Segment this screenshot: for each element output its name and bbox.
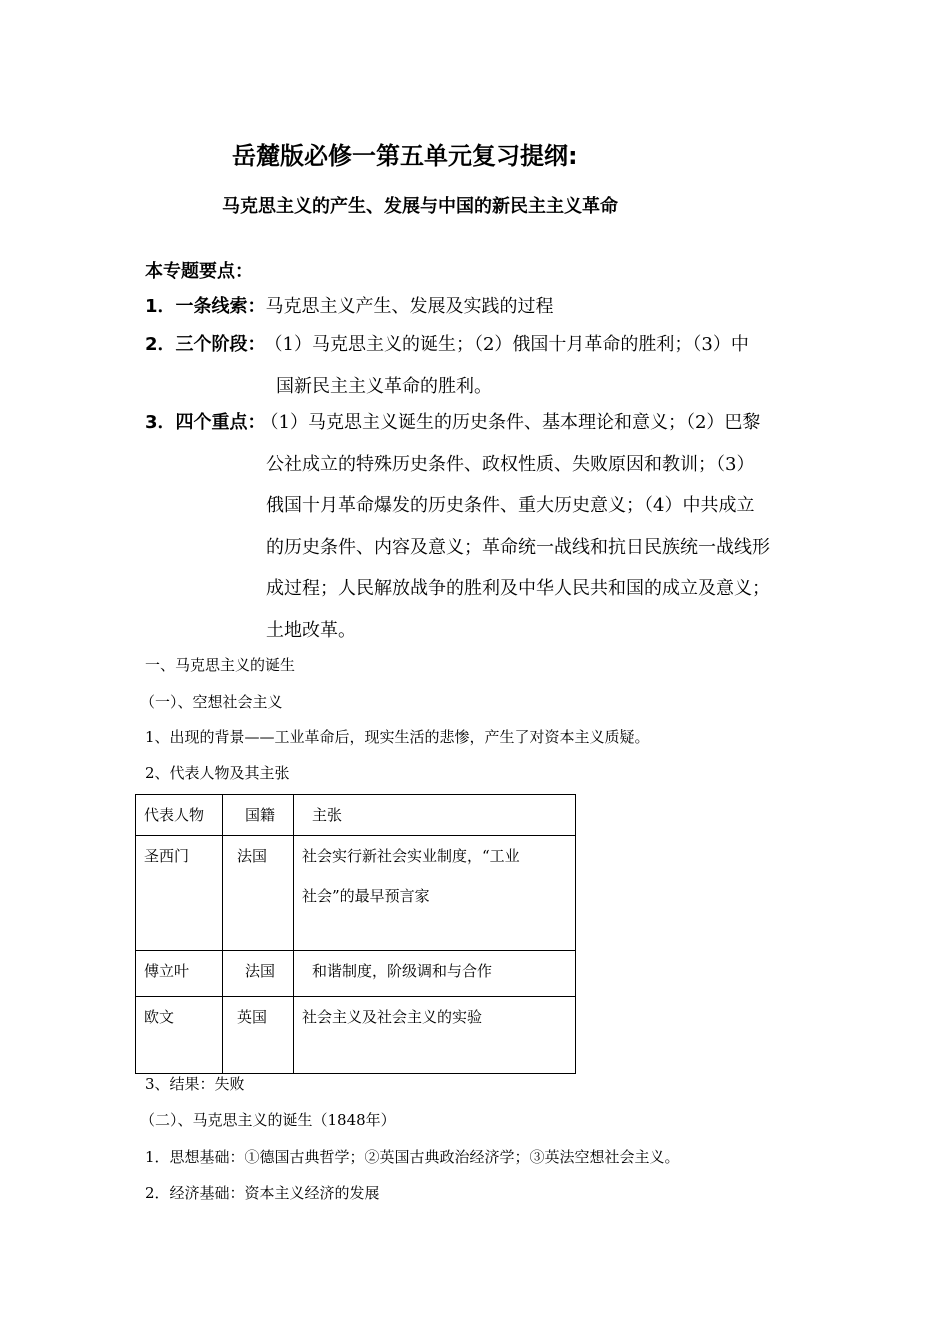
key-point-1 [145, 292, 554, 318]
key-point-label: 1．一条线索： [145, 296, 266, 317]
table-cell: 社会主义及社会主义的实验 [294, 997, 576, 1074]
table-cell-line: 社会实行新社会实业制度，“工业 [302, 847, 520, 865]
table-cell: 和谐制度，阶级调和与合作 [294, 951, 576, 997]
paragraph: 1．思想基础：①德国古典哲学；②英国古典政治经济学；③英法空想社会主义。 [145, 1148, 680, 1166]
key-point-text: （1）马克思主义诞生的历史条件、基本理论和意义；（2）巴黎 [269, 412, 761, 433]
table-cell: 圣西门 [136, 836, 223, 951]
key-point-2-continuation: 国新民主主义革命的胜利。 [276, 376, 492, 397]
table-cell: 欧文 [136, 997, 223, 1074]
subsection-heading: （一）、空想社会主义 [140, 693, 283, 711]
document-subtitle: 马克思主义的产生、发展与中国的新民主主义革命 [222, 196, 618, 217]
table-cell-line: 社会”的最早预言家 [302, 887, 430, 905]
key-point-label: 2．三个阶段： [145, 334, 266, 355]
table-header: 主张 [294, 795, 576, 836]
key-point-3-line-6: 土地改革。 [266, 620, 356, 641]
table-header-row [136, 795, 576, 836]
key-point-3-line-5: 成过程；人民解放战争的胜利及中华人民共和国的成立及意义； [266, 578, 770, 599]
table-header: 国籍 [223, 795, 294, 836]
table-row [136, 997, 576, 1074]
table-cell: 英国 [223, 997, 294, 1074]
key-point-3 [145, 408, 760, 434]
subsection-heading: （二）、马克思主义的诞生（1848年） [140, 1111, 396, 1129]
document-title: 岳麓版必修一第五单元复习提纲: [232, 142, 578, 170]
representatives-table [135, 794, 576, 1074]
table-row [136, 836, 576, 951]
key-point-text: 马克思主义产生、发展及实践的过程 [265, 296, 554, 317]
paragraph: 3、结果：失败 [145, 1075, 245, 1093]
paragraph: 1、出现的背景——工业革命后，现实生活的悲惨，产生了对资本主义质疑。 [145, 728, 650, 746]
key-point-3-line-4: 的历史条件、内容及意义；革命统一战线和抗日民族统一战线形 [266, 537, 770, 558]
key-point-3-line-2: 公社成立的特殊历史条件、政权性质、失败原因和教训；（3） [266, 454, 755, 475]
key-points-heading: 本专题要点： [145, 261, 253, 282]
key-point-2 [145, 330, 749, 356]
section-heading: 一、马克思主义的诞生 [145, 656, 296, 674]
table-cell: 傅立叶 [136, 951, 223, 997]
key-point-text: （1）马克思主义的诞生；（2）俄国十月革命的胜利；（3）中 [273, 334, 749, 355]
table-cell: 法国 [223, 836, 294, 951]
key-point-3-line-3: 俄国十月革命爆发的历史条件、重大历史意义；（4）中共成立 [266, 495, 755, 516]
table-cell [294, 836, 576, 951]
table-row [136, 951, 576, 997]
key-point-label: 3．四个重点： [145, 412, 266, 433]
paragraph: 2、代表人物及其主张 [145, 764, 290, 782]
table-header: 代表人物 [136, 795, 223, 836]
paragraph: 2．经济基础：资本主义经济的发展 [145, 1184, 380, 1202]
table-cell: 法国 [223, 951, 294, 997]
